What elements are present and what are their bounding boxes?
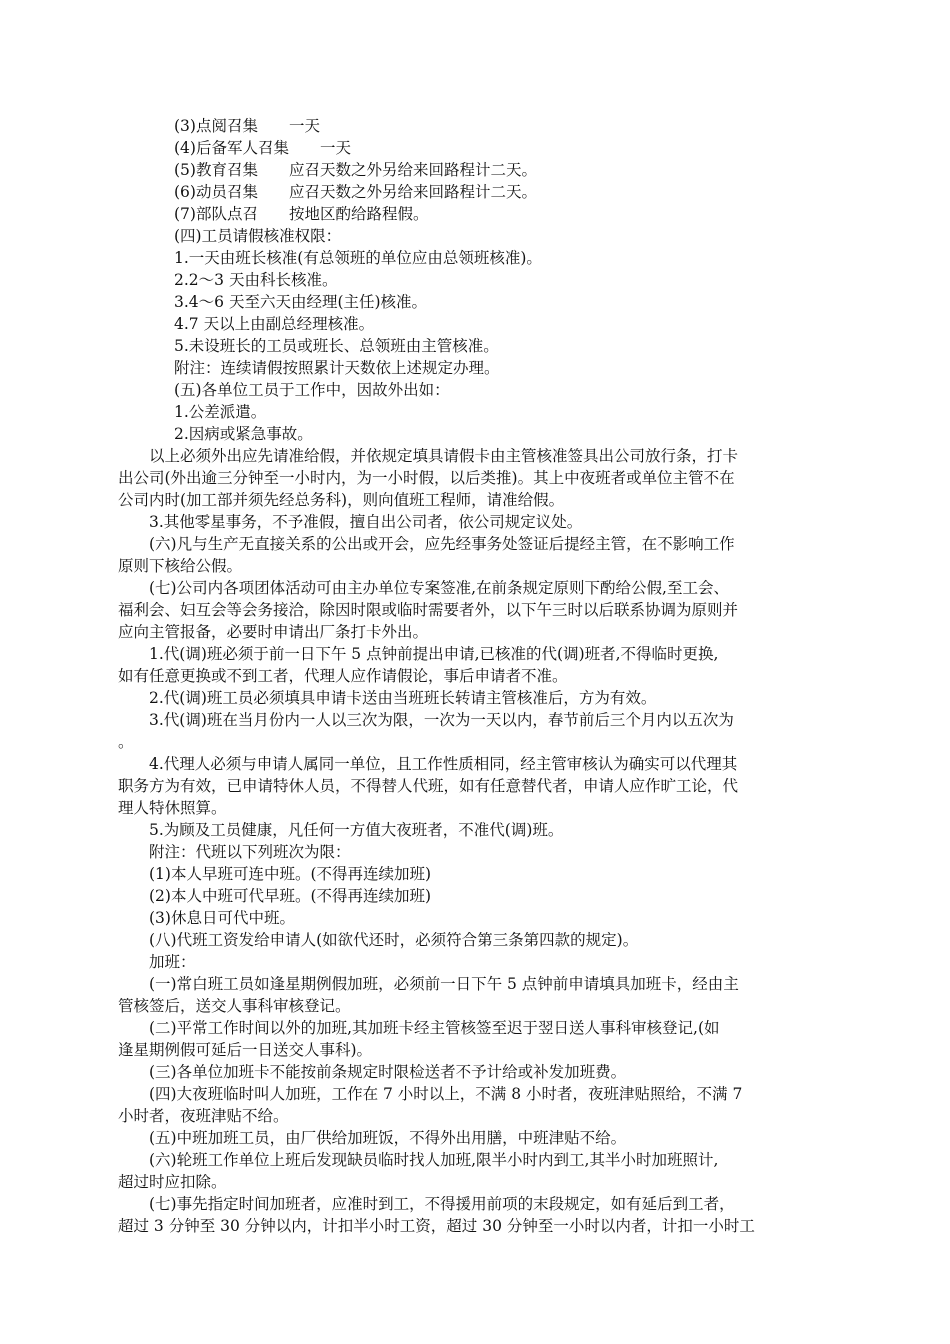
text-line: 出公司(外出逾三分钟至一小时内，为一小时假，以后类推)。其上中夜班者或单位主管不在 [118, 469, 735, 487]
text-line: (3)点阅召集 一天 [174, 117, 320, 135]
text-line: (八)代班工资发给申请人(如欲代还时，必须符合第三条第四款的规定)。 [149, 931, 639, 949]
text-line: 公司内时(加工部并须先经总务科)，则向值班工程师，请准给假。 [118, 491, 565, 509]
text-line: (二)平常工作时间以外的加班,其加班卡经主管核签至迟于翌日送人事科审核登记,(如 [149, 1019, 720, 1037]
text-line: (一)常白班工员如逢星期例假加班，必须前一日下午 5 点钟前申请填具加班卡，经由主 [149, 975, 739, 993]
text-line: (三)各单位加班卡不能按前条规定时限检送者不予计给或补发加班费。 [149, 1063, 627, 1081]
text-line: 2.代(调)班工员必须填具申请卡送由当班班长转请主管核准后，方为有效。 [149, 689, 657, 707]
text-line: 5.为顾及工员健康，凡任何一方值大夜班者，不准代(调)班。 [149, 821, 564, 839]
text-line: 2.2～3 天由科长核准。 [174, 271, 338, 289]
text-line: 3.代(调)班在当月份内一人以三次为限，一次为一天以内，春节前后三个月内以五次为 [149, 711, 734, 729]
text-line: (七)公司内各项团体活动可由主办单位专案签准,在前条规定原则下酌给公假,至工会、 [149, 579, 729, 597]
text-line: 加班： [149, 953, 196, 971]
text-line: (2)本人中班可代早班。(不得再连续加班) [149, 887, 432, 905]
text-line: 管核签后，送交人事科审核登记。 [118, 997, 351, 1015]
text-line: 1.一天由班长核准(有总领班的单位应由总领班核准)。 [174, 249, 542, 267]
text-line: 3.其他零星事务，不予准假，擅自出公司者，依公司规定议处。 [149, 513, 583, 531]
text-line: (七)事先指定时间加班者，应准时到工，不得援用前项的末段规定，如有延后到工者， [149, 1195, 735, 1213]
text-line: 职务方为有效，已申请特休人员，不得替人代班，如有任意替代者，申请人应作旷工论，代 [118, 777, 739, 795]
text-line: 4.代理人必须与申请人属同一单位，且工作性质相同，经主管审核认为确实可以代理其 [149, 755, 738, 773]
text-line: 1.公差派遣。 [174, 403, 267, 421]
text-line: (五)各单位工员于工作中，因故外出如： [174, 381, 450, 399]
text-line: 3.4～6 天至六天由经理(主任)核准。 [174, 293, 428, 311]
text-line: 小时者，夜班津贴不给。 [118, 1107, 289, 1125]
text-line: (3)休息日可代中班。 [149, 909, 295, 927]
text-line: 以上必须外出应先请准给假，并依规定填具请假卡由主管核准签具出公司放行条，打卡 [149, 447, 739, 465]
text-line: 福利会、妇互会等会务接洽，除因时限或临时需要者外，以下午三时以后联系协调为原则并 [118, 601, 739, 619]
text-line: (5)教育召集 应召天数之外另给来回路程计二天。 [174, 161, 537, 179]
text-line: 逢星期例假可延后一日送交人事科)。 [118, 1041, 373, 1059]
text-line: 如有任意更换或不到工者，代理人应作请假论，事后申请者不准。 [118, 667, 568, 685]
text-line: (6)动员召集 应召天数之外另给来回路程计二天。 [174, 183, 537, 201]
text-line: 5.未设班长的工员或班长、总领班由主管核准。 [174, 337, 499, 355]
text-line: (7)部队点召 按地区酌给路程假。 [174, 205, 429, 223]
text-line: (四)工员请假核准权限： [174, 227, 342, 245]
text-line: 超过时应扣除。 [118, 1173, 227, 1191]
text-line: 原则下核给公假。 [118, 557, 243, 575]
text-line: 应向主管报备，必要时申请出厂条打卡外出。 [118, 623, 429, 641]
text-line: 2.因病或紧急事故。 [174, 425, 313, 443]
text-line: 4.7 天以上由副总经理核准。 [174, 315, 375, 333]
text-line: 附注：代班以下列班次为限： [149, 843, 351, 861]
text-line: 理人特休照算。 [118, 799, 227, 817]
text-line: (四)大夜班临时叫人加班，工作在 7 小时以上，不满 8 小时者，夜班津贴照给，不满 7 [149, 1085, 743, 1103]
text-line: 。 [118, 733, 134, 751]
text-line: 附注：连续请假按照累计天数依上述规定办理。 [174, 359, 500, 377]
document-body [118, 115, 818, 1237]
text-line: (4)后备军人召集 一天 [174, 139, 351, 157]
text-line: 超过 3 分钟至 30 分钟以内，计扣半小时工资，超过 30 分钟至一小时以内者，计扣一小时工 [118, 1217, 755, 1235]
text-line: (六)轮班工作单位上班后发现缺员临时找人加班,限半小时内到工,其半小时加班照计, [149, 1151, 719, 1169]
text-line: (五)中班加班工员，由厂供给加班饭，不得外出用膳，中班津贴不给。 [149, 1129, 627, 1147]
text-line: (六)凡与生产无直接关系的公出或开会，应先经事务处签证后提经主管，在不影响工作 [149, 535, 735, 553]
text-line: 1.代(调)班必须于前一日下午 5 点钟前提出申请,已核准的代(调)班者,不得临时更换, [149, 645, 719, 663]
text-line: (1)本人早班可连中班。(不得再连续加班) [149, 865, 432, 883]
